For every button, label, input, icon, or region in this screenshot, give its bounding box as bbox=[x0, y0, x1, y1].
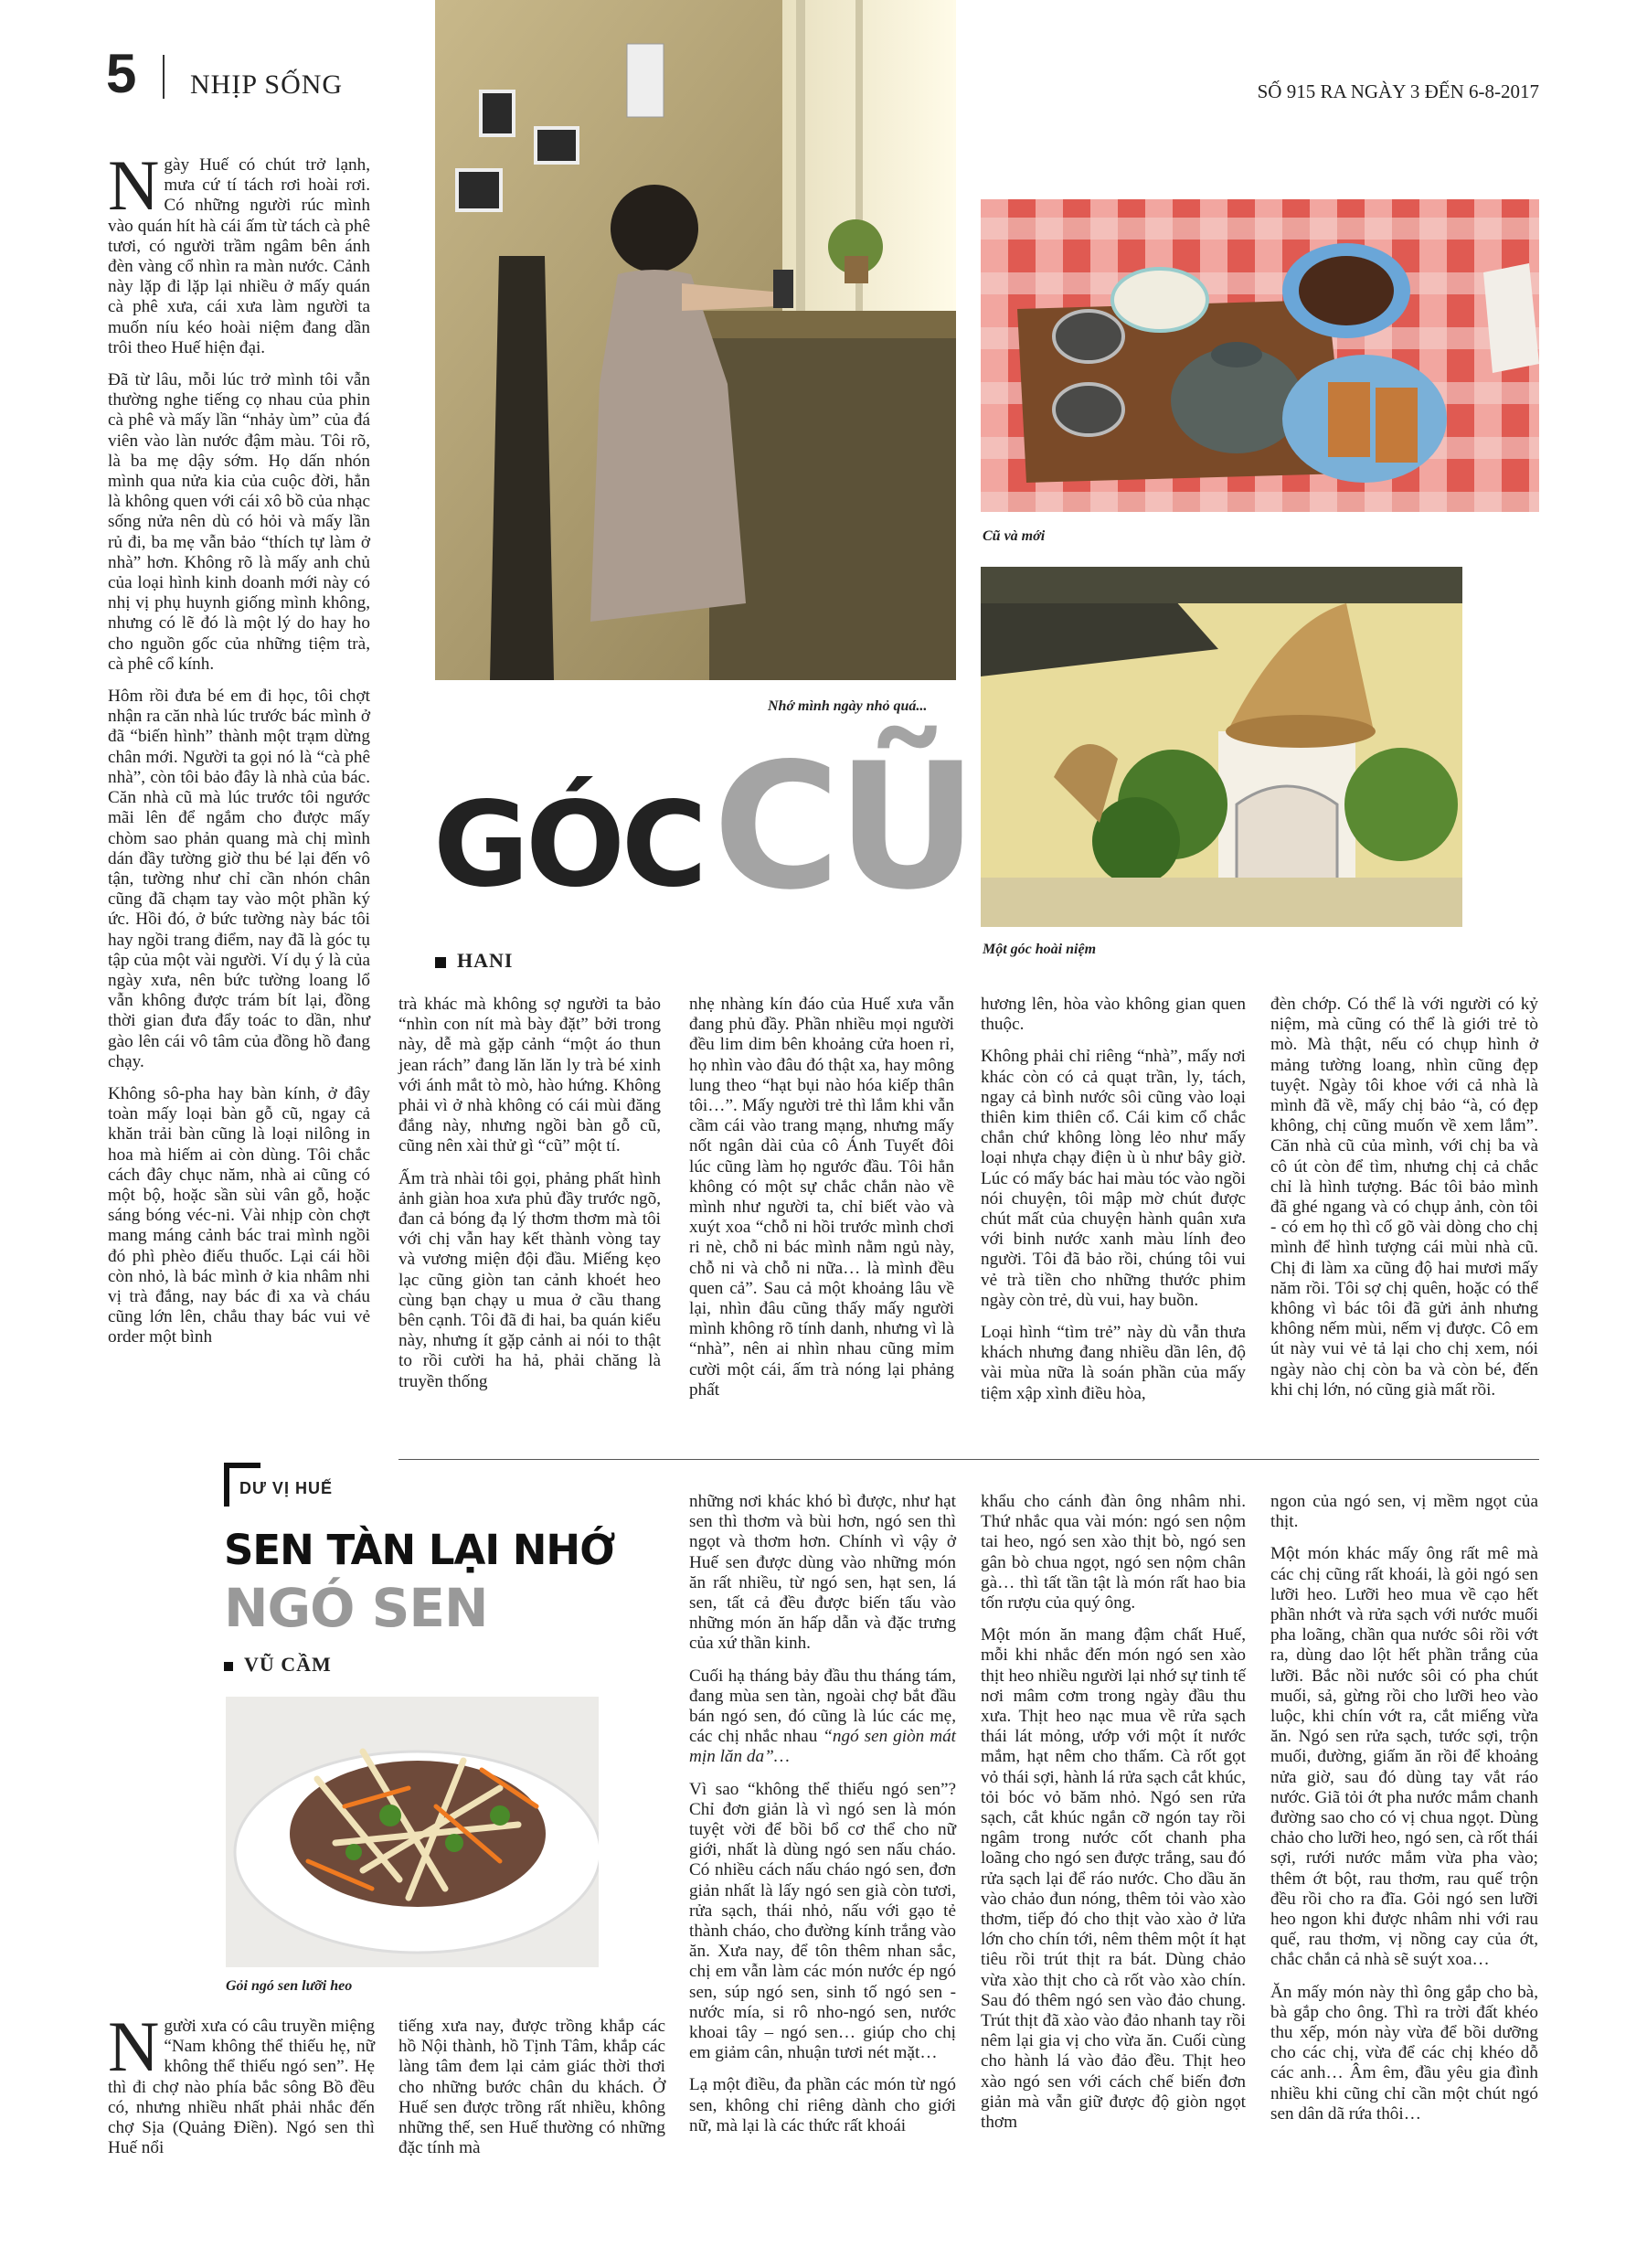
kicker-text: DƯ VỊ HUẾ bbox=[239, 1479, 333, 1497]
author-name: VŨ CẦM bbox=[244, 1653, 332, 1676]
issue-date: SỐ 915 RA NGÀY 3 ĐẾN 6-8-2017 bbox=[1257, 80, 1539, 102]
paragraph: gày Huế có chút trở lạnh, mưa cứ tí tách rơi hoài rơi. Có những người rúc mình vào quán hít hà cái ấm từ tách cà phê tươi, có người trầm ngâm bên ánh đèn vàng cổ nhìn ra màn nước. Cảnh này lặp đi lặp lại nhiều ở mấy quán cà phê xưa, cái xưa làm người ta muốn níu kéo hoài niệm đang dần trôi theo Huế hiện đại. bbox=[108, 155, 370, 357]
paragraph: Hôm rồi đưa bé em đi học, tôi chợt nhận ra căn nhà lúc trước bác mình ở đã “biến hình” thành một trạm dừng chân mới. Người ta gọi nó là “cà phê nhà”, còn tôi bảo đây là nhà của bác. Căn nhà cũ mà lúc trước tôi ngước mãi lên để ngắm cho được mấy chòm sao phản quang mà chị mình dán đầy tường giờ thu bé lại đến vô tận, tường như chỉ cần nhón chân cũng đã chạm tay vào một phần ký ức. Hồi đó, ở bức tường này bác tôi hay ngồi trang điểm, nay đã là góc tụ tập của một vài người. Ví dụ ý là của ngày xưa, nên bức tường loang lổ vẫn không được trám bít lại, đồng thời gian đưa đẩy toác to dần, như gào lên cái vô tâm của đồng hồ đang chạy. bbox=[108, 687, 370, 1071]
header-divider bbox=[163, 55, 165, 99]
dropcap: N bbox=[108, 2007, 160, 2086]
paragraph: đèn chớp. Có thể là với người có kỷ niệm, mà cũng có thể là giới trẻ tò mò. Mà thật, nếu có chụp hình ở mảng tường loang, nhìn cũng đẹp tuyệt. Ngày tôi khoe với cả nhà là mình đã về, mấy chị bảo “à, có đẹp không, chị cũng muốn về xem lắm”. Căn nhà cũ của mình, với chị ba và cô út còn để tìm, nhưng chị cả chắc chỉ là hình tượng. Bác tôi bảo mình đã ghé ngang và có chụp ảnh, còn tôi - có em họ thì cố gõ vài dòng cho chị mình để hình tượng cái mùi nhà cũ. Chị đi làm xa cũng độ hai mươi mấy năm rồi. Tôi sợ chị quên, hoặc có thể không vì bác tôi đã gửi ảnh nhưng không nếm mùi, nếm vị được. Cô em út này vui vẻ tả lại cho chị xem, nói ngày nào chị còn ba và còn bé, đến khi chị lớn, nó cũng già mất rồi. bbox=[1270, 995, 1538, 1400]
headline-goc: GÓC bbox=[433, 777, 704, 913]
paragraph: khẩu cho cánh đàn ông nhâm nhi. Thứ nhắc qua vài món: ngó sen nộm tai heo, ngó sen xào thịt bò, ngó sen gân bò chua ngọt, ngó sen nộm chân gà… thì tất tần tật là món rất hao bia tốn rượu của quý ông. bbox=[981, 1492, 1246, 1613]
paragraph: ngon của ngó sen, vị mềm ngọt của thịt. bbox=[1270, 1492, 1538, 1532]
paragraph-text: Cuối hạ tháng bảy đầu thu tháng tám, đang mùa sen tàn, ngoài chợ bắt đầu bán ngó sen, đó cũng là lúc các mẹ, các chị nhắc nhau bbox=[689, 1666, 956, 1747]
paragraph: Không phải chỉ riêng “nhà”, mấy nơi khác còn có cả quạt trần, ly, tách, ngay cả bình nước sôi cũng vào loại thiên kim thiên cổ. Cái kim cổ chắc chắn chứ không lòng lẻo như mấy loại nhựa chạy điện ù ù như bây giờ. Lúc có mấy bác hai màu tóc vào ngồi nói chuyện, tôi mập mờ chút được chút mất của chuyện hành quân xưa với binh nước xanh màu lính đeo người. Tôi đã bảo rồi, chúng tôi vui vẻ trà tiền cho những thước phim ngày còn trẻ, dù vui, hay buồn. bbox=[981, 1047, 1246, 1310]
paragraph: Vì sao “không thể thiếu ngó sen”? Chỉ đơn giản là vì ngó sen là món tuyệt vời để bồi bổ cơ thể cho nữ giới, nhất là dùng ngó sen nấu cháo. Có nhiều cách nấu cháo ngó sen, đơn giản nhất là lấy ngó sen già còn tươi, rửa sạch, thái nhỏ, nấu với gạo tẻ thành cháo, cho đường kính trắng vào ăn. Xưa nay, để tôn thêm nhan sắc, chị em vẫn làm các món nước ép ngó sen, súp ngó sen, sinh tố ngó sen - nước mía, si rô nho-ngó sen, nước khoai tây – ngó sen… giúp cho chị em giảm cân, nhuận tươi nét mặt… bbox=[689, 1779, 956, 2063]
article2-column-4 bbox=[981, 1492, 1246, 2133]
paragraph: Lạ một điều, đa phần các món từ ngó sen, không chỉ riêng dành cho giới nữ, mà lại là các thức rất khoái bbox=[689, 2075, 956, 2135]
paragraph: Ấm trà nhài tôi gọi, phảng phất hình ảnh giàn hoa xưa phủ đầy trước ngõ, đan cả bóng đạ lý thơm thơm mà tôi với chị vẫn hay kết thành vòng tay và vương miện đội đầu. Miếng kẹo lạc cũng giòn tan cảnh khoét heo cùng bạn chạy u mua ở cầu thang bên cạnh. Tôi đã đi hai, ba quán kiểu này, nhưng ít gặp cảnh ai nói to thật to rồi cười ha hả, phải chăng là truyền thống bbox=[398, 1168, 661, 1391]
caption-lotus-salad: Gỏi ngó sen lưỡi heo bbox=[226, 1978, 353, 1994]
paragraph: Loại hình “tìm trẻ” này dù vẫn thưa khách nhưng đang nhiều dần lên, độ vài mùa nữa là soán phần của mấy tiệm xập xình điều hòa, bbox=[981, 1323, 1246, 1403]
byline-bullet bbox=[435, 957, 446, 968]
paragraph: nhẹ nhàng kín đáo của Huế xưa vẫn đang phủ đầy. Phần nhiều mọi người đều lim dim bên khoảng cửa hoen rỉ, họ nhìn vào đâu đó thật xa, hay mông lung theo “hạt bụi nào hóa kiếp thân tôi…”. Mấy người trẻ thì lắm khi vẫn cầm cái vào trang mạng, nhưng mấy nốt ngân dài của cô Ánh Tuyết đôi lúc cũng làm họ ngước đầu. Tôi hẳn không có một sự chắc chắn nào về mình như người ta, chỉ biết vào và xuýt xoa “chỗ ni hồi trước mình chơi ri nè, chỗ ni bác mình nằm ngủ này, chỗ ni và chỗ ni nữa… là mình đều quen cả”. Sau cả một khoảng lâu về lại, nhìn đâu cũng thấy mấy người mình không rõ tính danh, nhưng vì là “nhà”, nên ai nhìn nhau cũng mỉm cười một cái, ấm trà nóng lại phảng phất bbox=[689, 995, 954, 1400]
headline-cu: CŨ bbox=[713, 726, 974, 928]
article1-column-4 bbox=[981, 995, 1246, 1404]
paragraph: tiếng xưa nay, được trồng khắp các hồ Nội thành, hồ Tịnh Tâm, khắp các làng tâm đem lại cảm giác thời thơi cho những bước chân du khách. Ở Huế sen được trồng rất nhiều, không những thế, sen Huế thường có những đặc tính mà bbox=[398, 2017, 665, 2158]
paragraph: Ăn mấy món này thì ông gắp cho bà, bà gắp cho ông. Thì ra trời đất khéo thu xếp, món này vừa để bồi dưỡng cho các chị, vừa để các chị khéo dỗ các anh… Âm êm, đầu yêu gia đình nhiều khi cũng chỉ cần một chút ngó sen dân dã rứa thôi… bbox=[1270, 1982, 1538, 2124]
photo-girl-window bbox=[435, 0, 956, 680]
article2-column-5 bbox=[1270, 1492, 1538, 2124]
byline-hani bbox=[435, 949, 513, 973]
article2-column-3 bbox=[689, 1492, 956, 2136]
article1-column-1 bbox=[108, 145, 370, 1348]
photo-lotus-salad bbox=[226, 1697, 599, 1967]
paragraph: Không sô-pha hay bàn kính, ở đây toàn mấy loại bàn gỗ cũ, ngay cả khăn trải bàn cũng là loại nilông in hoa mà hiếm ai còn dùng. Tôi chắc cách đây chục năm, nhà ai cũng có một bộ, hoặc sần sùi vân gỗ, hoặc sáng bóng véc-ni. Vài nhịp còn chợt mang máng cảnh bác trai mình ngồi đó phì phèo điếu thuốc. Lại cái hồi còn nhỏ, là bác mình ở kia nhâm nhi vị trà đắng, nay bác đi xa và cháu cũng lớn lên, chẳu thay bác vui vẻ order một bình bbox=[108, 1083, 370, 1347]
kicker bbox=[239, 1479, 333, 1498]
article1-column-2 bbox=[398, 995, 661, 1392]
section-title: NHỊP SỐNG bbox=[190, 69, 344, 100]
paragraph: Một món ăn mang đậm chất Huế, mỗi khi nhắc đến món ngó sen xào thịt heo nhiều người lại nhớ sự tinh tế nơi mâm cơm trong ngày đầu thu xưa. Thịt heo nạc mua về rửa sạch thái lát mỏng, ướp với một ít nước mắm, hạt nêm cho thấm. Cà rốt gọt vỏ thái sợi, hành lá rửa sạch cắt khúc, tỏi bóc vỏ băm nhỏ. Ngó sen rửa sạch, cắt khúc ngắn cỡ ngón tay rồi ngâm trong nước cốt chanh pha loãng cho ngó sen được trắng, sau đó rửa sạch lại để ráo nước. Cho dầu ăn vào chảo đun nóng, thêm tỏi vào xào thơm, tiếp đó cho thịt vào xào ở lửa lớn cho chín tới, nêm thêm một ít hạt tiêu rồi trút thịt ra bát. Dùng chảo vừa xào thịt cho cà rốt vào xào chín. Sau đó thêm ngó sen vào đảo chung. Trút thịt đã xào vào đảo nhanh tay rồi nêm lại gia vị cho vừa ăn. Cuối cùng cho hành lá vào đảo đều. Thịt heo xào ngó sen với cách chế biến đơn giản mà vẫn giữ được độ giòn ngọt thơm bbox=[981, 1625, 1246, 2133]
paragraph: trà khác mà không sợ người ta bảo “nhìn con nít mà bày đặt” bởi trong này, dễ mà gặp cảnh “một áo thun jean rách” đang lăn lăn ly trà bé xinh với ánh mắt tò mò, hào hứng. Không phải vì ở nhà không có cái mùi đăng đắng này, nhưng ngồi bàn gỗ cũ, cũng nên xài thử gì “cũ” một tí. bbox=[398, 995, 661, 1156]
byline-bullet bbox=[224, 1662, 233, 1671]
article-divider bbox=[398, 1459, 1539, 1460]
paragraph: gười xưa có câu truyền miệng “Nam không thể thiếu hẹ, nữ không thể thiếu ngó sen”. Hẹ thì đi chợ nào phía bắc sông Bồ đều có, nhưng nhiều nhất phải nhắc đến chợ Sịa (Quảng Điền). Ngó sen thì Huế nổi bbox=[108, 2017, 375, 2158]
page-number: 5 bbox=[106, 43, 137, 104]
paragraph: Một món khác mấy ông rất mê mà các chị cũng rất khoái, là gỏi ngó sen lưỡi heo. Lưỡi heo mua về cạo hết phần nhớt và rửa sạch với nước muối pha loãng, chần qua nước sôi rồi vớt ra, dùng dao lột hết phần trắng của lưỡi. Bắc nồi nước sôi có pha chút muối, sả, gừng rồi cho lưỡi heo vào luộc, khi chín vớt ra, cắt miếng vừa ăn. Ngó sen rửa sạch, tước sợi, trộn muối, đường, giấm ăn rồi để khoảng nửa giờ, sau đó dùng tay vắt ráo nước. Giã tỏi ớt pha nước mắm chanh đường sao cho có vị chua ngọt. Dùng chảo cho lưỡi heo, ngó sen, cà rốt thái sợi, rưới nước mắm vừa pha vào; thêm ớt bột, rau thơm, rau quế trộn đều rồi cho ra đĩa. Gỏi ngó sen lưỡi heo ngon khi được nhâm nhi với rau quế, rau thơm, vị nồng cay của ớt, chắc chắn cả nhà sẽ suýt xoa… bbox=[1270, 1544, 1538, 1970]
paragraph: Đã từ lâu, mỗi lúc trở mình tôi vẫn thường nghe tiếng cọ nhau của phin cà phê và mấy lần “nhảy ùm” của đá viên vào làn nước đậm màu. Tôi rõ, là ba mẹ dậy sớm. Họ dấn nhón mình qua nửa kia của cuộc đời, hẳn là không quen với cái xô bồ của nhạc sống nửa nên dù có hỏi và mấy lần rủ đi, ba mẹ vẫn bảo “thích tự làm ở nhà” hơn. Không rõ là mấy anh chủ của loại hình kinh doanh mới này có nhị vị phụ huynh giống mình không, nhưng có lẽ đó là một lý do hay ho cho nguồn gốc của những tiệm trà, cà phê cổ kính. bbox=[108, 370, 370, 674]
photo-lamp bbox=[981, 567, 1462, 927]
caption-girl: Nhớ mình ngày nhỏ quá... bbox=[768, 698, 928, 714]
headline-sen-tan: SEN TÀN LẠI NHỚ bbox=[224, 1526, 615, 1574]
article2-column-2 bbox=[398, 2017, 665, 2158]
byline-vu-cam bbox=[224, 1653, 332, 1677]
dropcap: N bbox=[108, 145, 160, 225]
caption-lamp: Một góc hoài niệm bbox=[983, 942, 1097, 957]
author-name: HANI bbox=[457, 949, 514, 972]
caption-tea: Cũ và mới bbox=[983, 528, 1046, 544]
photo-tea-set bbox=[981, 199, 1539, 512]
paragraph: hương lên, hòa vào không gian quen thuộc. bbox=[981, 995, 1246, 1035]
italic-quote: “ngó sen giòn mát mịn lăn da”… bbox=[689, 1727, 956, 1767]
article2-column-1 bbox=[108, 2007, 375, 2158]
paragraph: những nơi khác khó bì được, như hạt sen thì thơm và bùi hơn, ngó sen thì ngọt và thơm hơn. Chính vì vậy ở Huế sen được dùng vào những món ăn rất nhiều, từ ngó sen, hạt sen, lá sen, tất cả đều được biến tấu vào những món ăn hấp dẫn và đặc trưng của xứ thần kinh. bbox=[689, 1492, 956, 1654]
article1-column-5 bbox=[1270, 995, 1538, 1400]
paragraph bbox=[689, 1666, 956, 1768]
article1-column-3 bbox=[689, 995, 954, 1400]
headline-ngo-sen: NGÓ SEN bbox=[224, 1577, 488, 1639]
